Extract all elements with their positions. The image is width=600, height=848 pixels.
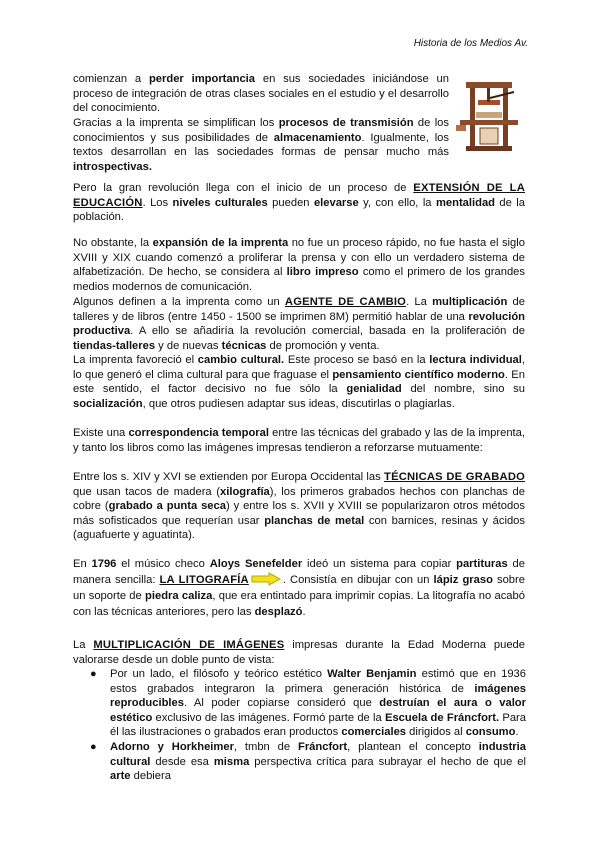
paragraph-9: En 1796 el músico checo Aloys Senefelder ideó un sistema para copiar partituras de manera sencilla: LA LITOGRAFÍA . Consistía en dibujar con un lápiz graso sobre un soporte de piedra caliza, que era entintado para imprimir copias. La litografía no acabó con las técnicas anteriores, pero las desplazó. (73, 558, 525, 618)
paragraph-8: Entre los s. XIV y XVI se extienden por Europa Occidental las TÉCNICAS DE GRABADO que usan tacos de madera (xilografía), los primeros grabados hechos con planchas de cobre (grabado a punta seca) y entre los s. XVII y XVIII se popularizaron otros métodos más sofisticados que requerían usar planchas de metal con barnices, resinas y ácidos (aguafuerte y aguatinta). (73, 471, 526, 542)
running-header: Historia de los Medios Av. (413, 38, 528, 49)
paragraph-6: La imprenta favoreció el cambio cultural. Este proceso se basó en la lectura individual, lo que generó el clima cultural para que fraguase el pensamiento científico moderno. En este sentido, el factor decisivo no fue sólo la genialidad del nombre, sino su socialización, que otros pudiesen adaptar sus ideas, discutirlas o plagiarlas. (73, 354, 525, 410)
bullet-1: ● (90, 668, 97, 680)
right-arrow-icon (251, 572, 281, 586)
paragraph-4: No obstante, la expansión de la imprenta no fue un proceso rápido, no fue hasta el siglo XVIII y XIX cuando comenzó a proliferar la prensa y con ello un verdadero sistema de alfabetización. De hecho, se considera al libro impreso como el primero de los grandes medios modernos de comunicación. (73, 237, 525, 293)
paragraph-1: comienzan a perder importancia en sus sociedades iniciándose un proceso de integración de otras clases sociales en el estudio y el desarrollo del conocimiento. (73, 73, 449, 115)
paragraph-3: Pero la gran revolución llega con el inicio de un proceso de EXTENSIÓN DE LA EDUCACIÓN. Los niveles culturales pueden elevarse y, con ello, la mentalidad de la población. (73, 182, 525, 224)
paragraph-7: Existe una correspondencia temporal entre las técnicas del grabado y las de la imprenta, y tanto los libros como las imágenes impresas tendieron a reforzarse mutuamente: (73, 427, 525, 454)
paragraph-10: La MULTIPLICACIÓN DE IMÁGENES impresas durante la Edad Moderna puede valorarse desde un doble punto de vista: (73, 639, 525, 666)
list-item-2: Adorno y Horkheimer, tmbn de Fráncfort, plantean el concepto industria cultural desde esa misma perspectiva crítica para subrayar el hecho de que el arte debiera (110, 741, 526, 783)
list-item-1: Por un lado, el filósofo y teórico estético Walter Benjamin estimó que en 1936 estos grabados integraron la primera generación histórica de imágenes reproducibles. Al poder copiarse consideró que destruían el aura o valor estético exclusivo de las imágenes. Formó parte de la Escuela de Fráncfort. Para él las ilustraciones o grabados eran productos comerciales dirigidos al consumo. (110, 668, 526, 739)
printing-press-illustration (452, 76, 526, 156)
paragraph-2: Gracias a la imprenta se simplifican los procesos de transmisión de los conocimientos y sus posibilidades de almacenamiento. Igualmente, los textos desarrollan en las sociedades formas de pensar mucho más introspectivas. (73, 117, 449, 173)
paragraph-5: Algunos definen a la imprenta como un AGENTE DE CAMBIO. La multiplicación de talleres y de libros (entre 1450 - 1500 se imprimen 8M) permitió hablar de una revolución productiva. A ello se añadiría la revolución comercial, basada en la proliferación de tiendas-talleres y de nuevas técnicas de promoción y venta. (73, 296, 525, 352)
bullet-2: ● (90, 741, 97, 753)
